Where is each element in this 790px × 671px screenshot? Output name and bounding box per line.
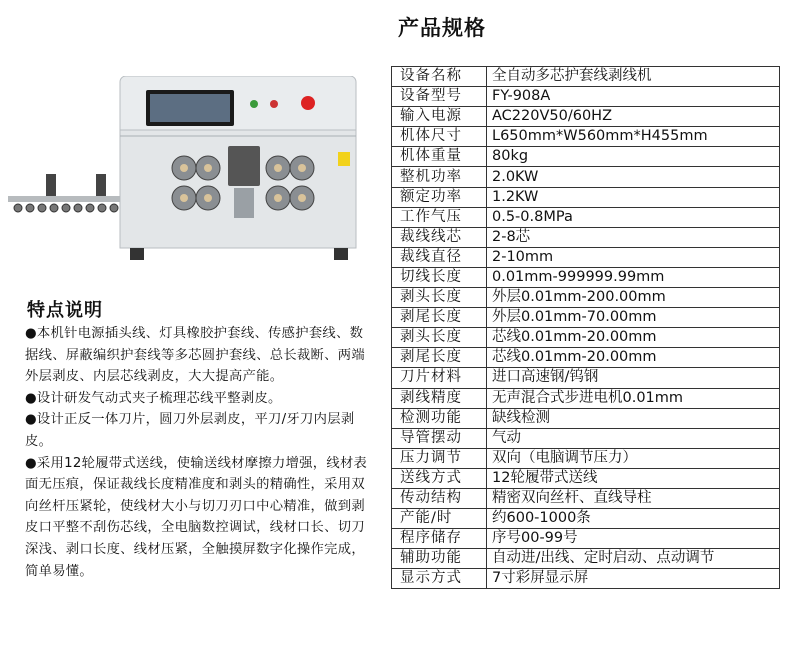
spec-row	[392, 308, 780, 328]
spec-label: 设备名称	[392, 67, 487, 87]
spec-row	[392, 488, 780, 508]
spec-value: 外层0.01mm-70.00mm	[487, 308, 780, 328]
spec-row	[392, 267, 780, 287]
spec-value: 芯线0.01mm-20.00mm	[487, 328, 780, 348]
spec-value: 外层0.01mm-200.00mm	[487, 288, 780, 308]
spec-table	[391, 66, 780, 589]
spec-label: 辅助功能	[392, 549, 487, 569]
spec-row	[392, 348, 780, 368]
spec-label: 压力调节	[392, 448, 487, 468]
spec-label: 产能/时	[392, 509, 487, 529]
spec-value: 精密双向丝杆、直线导柱	[487, 488, 780, 508]
spec-value: 序号00-99号	[487, 529, 780, 549]
start-button-icon	[250, 100, 258, 108]
spec-value: 芯线0.01mm-20.00mm	[487, 348, 780, 368]
spec-value: 80kg	[487, 147, 780, 167]
spec-value: 0.5-0.8MPa	[487, 207, 780, 227]
spec-title: 产品规格	[398, 16, 486, 40]
spec-row	[392, 428, 780, 448]
spec-row	[392, 569, 780, 589]
spec-row	[392, 509, 780, 529]
spec-value: 约600-1000条	[487, 509, 780, 529]
spec-label: 工作气压	[392, 207, 487, 227]
spec-label: 整机功率	[392, 167, 487, 187]
spec-row	[392, 408, 780, 428]
spec-value: 无声混合式步进电机0.01mm	[487, 388, 780, 408]
spec-label: 送线方式	[392, 468, 487, 488]
spec-row	[392, 87, 780, 107]
spec-value: 缺线检测	[487, 408, 780, 428]
spec-label: 输入电源	[392, 107, 487, 127]
spec-row	[392, 67, 780, 87]
spec-row	[392, 368, 780, 388]
spec-label: 裁线线芯	[392, 227, 487, 247]
spec-value: 进口高速钢/钨钢	[487, 368, 780, 388]
spec-label: 机体重量	[392, 147, 487, 167]
feature-item: ●本机针电源插头线、灯具橡胶护套线、传感护套线、数据线、屏蔽编织护套线等多芯圆护套线、总长裁断、两端外层剥皮、内层芯线剥皮，大大提高产能。	[25, 326, 365, 385]
spec-value: 双向（电脑调节压力）	[487, 448, 780, 468]
spec-value: 1.2KW	[487, 187, 780, 207]
features-title: 特点说明	[27, 300, 103, 321]
spec-label: 额定功率	[392, 187, 487, 207]
spec-row	[392, 147, 780, 167]
spec-row	[392, 187, 780, 207]
spec-value: L650mm*W560mm*H455mm	[487, 127, 780, 147]
machine-illustration	[8, 76, 358, 264]
spec-row	[392, 549, 780, 569]
spec-label: 刀片材料	[392, 368, 487, 388]
feature-item: ●设计正反一体刀片，圆刀外层剥皮，平刀/牙刀内层剥皮。	[25, 412, 355, 449]
spec-label: 设备型号	[392, 87, 487, 107]
features-text	[25, 323, 370, 582]
spec-row	[392, 127, 780, 147]
spec-value: 7寸彩屏显示屏	[487, 569, 780, 589]
spec-value: 2-8芯	[487, 227, 780, 247]
spec-row	[392, 207, 780, 227]
spec-row	[392, 247, 780, 267]
spec-label: 传动结构	[392, 488, 487, 508]
spec-row	[392, 328, 780, 348]
spec-value: 12轮履带式送线	[487, 468, 780, 488]
spec-value: 0.01mm-999999.99mm	[487, 267, 780, 287]
emergency-stop-icon	[301, 96, 315, 110]
spec-label: 切线长度	[392, 267, 487, 287]
spec-label: 检测功能	[392, 408, 487, 428]
spec-label: 显示方式	[392, 569, 487, 589]
spec-row	[392, 388, 780, 408]
spec-value: FY-908A	[487, 87, 780, 107]
feature-item: ●设计研发气动式夹子梳理芯线平整剥皮。	[25, 390, 282, 406]
feature-item: ●采用12轮履带式送线，使输送线材摩擦力增强，线材表面无压痕，保证裁线长度精准度和剥头的精确性，采用双向丝杆压紧轮，使线材大小与切刀刃口中心精准，做到剥皮口平整不刮伤芯线，全电脑数控调试，线材口长、切刀深浅、剥口长度、线材压紧，全触摸屏数字化操作完成，简单易懂。	[25, 455, 368, 579]
spec-value: AC220V50/60HZ	[487, 107, 780, 127]
spec-row	[392, 167, 780, 187]
spec-label: 剥头长度	[392, 328, 487, 348]
spec-value: 全自动多芯护套线剥线机	[487, 67, 780, 87]
spec-label: 裁线直径	[392, 247, 487, 267]
spec-label: 剥线精度	[392, 388, 487, 408]
spec-label: 导管摆动	[392, 428, 487, 448]
spec-row	[392, 107, 780, 127]
spec-row	[392, 529, 780, 549]
spec-row	[392, 468, 780, 488]
spec-row	[392, 227, 780, 247]
spec-value: 自动进/出线、定时启动、点动调节	[487, 549, 780, 569]
spec-label: 剥尾长度	[392, 348, 487, 368]
spec-value: 2.0KW	[487, 167, 780, 187]
spec-value: 2-10mm	[487, 247, 780, 267]
spec-label: 剥尾长度	[392, 308, 487, 328]
spec-value: 气动	[487, 428, 780, 448]
spec-label: 剥头长度	[392, 288, 487, 308]
spec-row	[392, 448, 780, 468]
spec-label: 机体尺寸	[392, 127, 487, 147]
spec-row	[392, 288, 780, 308]
spec-label: 程序储存	[392, 529, 487, 549]
